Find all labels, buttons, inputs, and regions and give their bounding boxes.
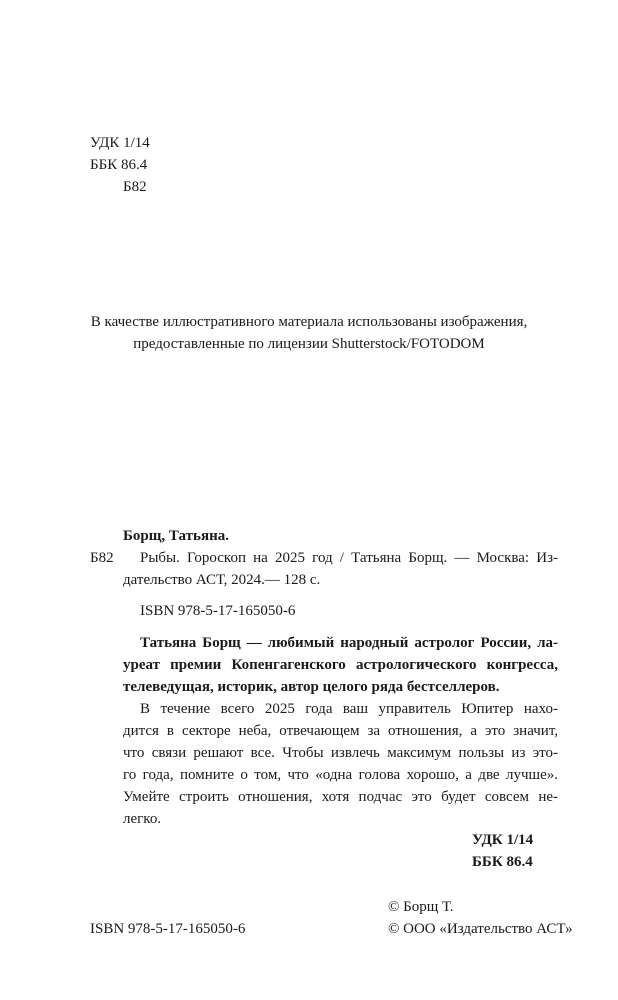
udk-code-bottom: УДК 1/14 bbox=[472, 832, 534, 848]
copyright-publisher: © ООО «Издательство АСТ» bbox=[388, 921, 573, 937]
title-line1: Рыбы. Гороскоп на 2025 год / Татьяна Борщ. — Москва: Из- bbox=[140, 550, 558, 566]
annotation-body-line: легко. bbox=[123, 811, 162, 827]
annotation-body-line: В течение всего 2025 года ваш управитель Юпитер нахо- bbox=[140, 701, 558, 717]
annotation-body-line: дится в секторе неба, отвечающем за отношения, а это значит, bbox=[123, 723, 558, 739]
annotation-bold-line: телеведущая, историк, автор целого ряда бестселлеров. bbox=[123, 679, 500, 695]
annotation-body-line: Умейте строить отношения, хотя подчас это будет совсем не- bbox=[123, 789, 558, 805]
annotation-body-line: что связи решают все. Чтобы извлечь максимум пользы из это- bbox=[123, 745, 558, 761]
bbk-code-bottom: ББК 86.4 bbox=[472, 854, 533, 870]
annotation-bold-line: уреат премии Копенгагенского астрологического конгресса, bbox=[123, 657, 558, 673]
author-mark-top: Б82 bbox=[123, 179, 147, 195]
isbn-footer: ISBN 978-5-17-165050-6 bbox=[90, 921, 246, 937]
isbn-record: ISBN 978-5-17-165050-6 bbox=[140, 603, 296, 619]
title-line2: дательство АСТ, 2024.— 128 с. bbox=[123, 572, 321, 588]
author-mark-record: Б82 bbox=[90, 550, 114, 566]
udk-code-top: УДК 1/14 bbox=[90, 135, 150, 151]
author-heading: Борщ, Татьяна. bbox=[123, 528, 229, 544]
illustration-note-line1: В качестве иллюстративного материала использованы изображения, bbox=[90, 314, 528, 330]
copyright-author: © Борщ Т. bbox=[388, 899, 454, 915]
annotation-bold-line: Татьяна Борщ — любимый народный астролог России, ла- bbox=[140, 635, 558, 651]
annotation-body-line: го года, помните о том, что «одна голова хорошо, а две лучше». bbox=[123, 767, 558, 783]
bbk-code-top: ББК 86.4 bbox=[90, 157, 148, 173]
illustration-note-line2: предоставленные по лицензии Shutterstock/FOTODOM bbox=[133, 336, 485, 352]
